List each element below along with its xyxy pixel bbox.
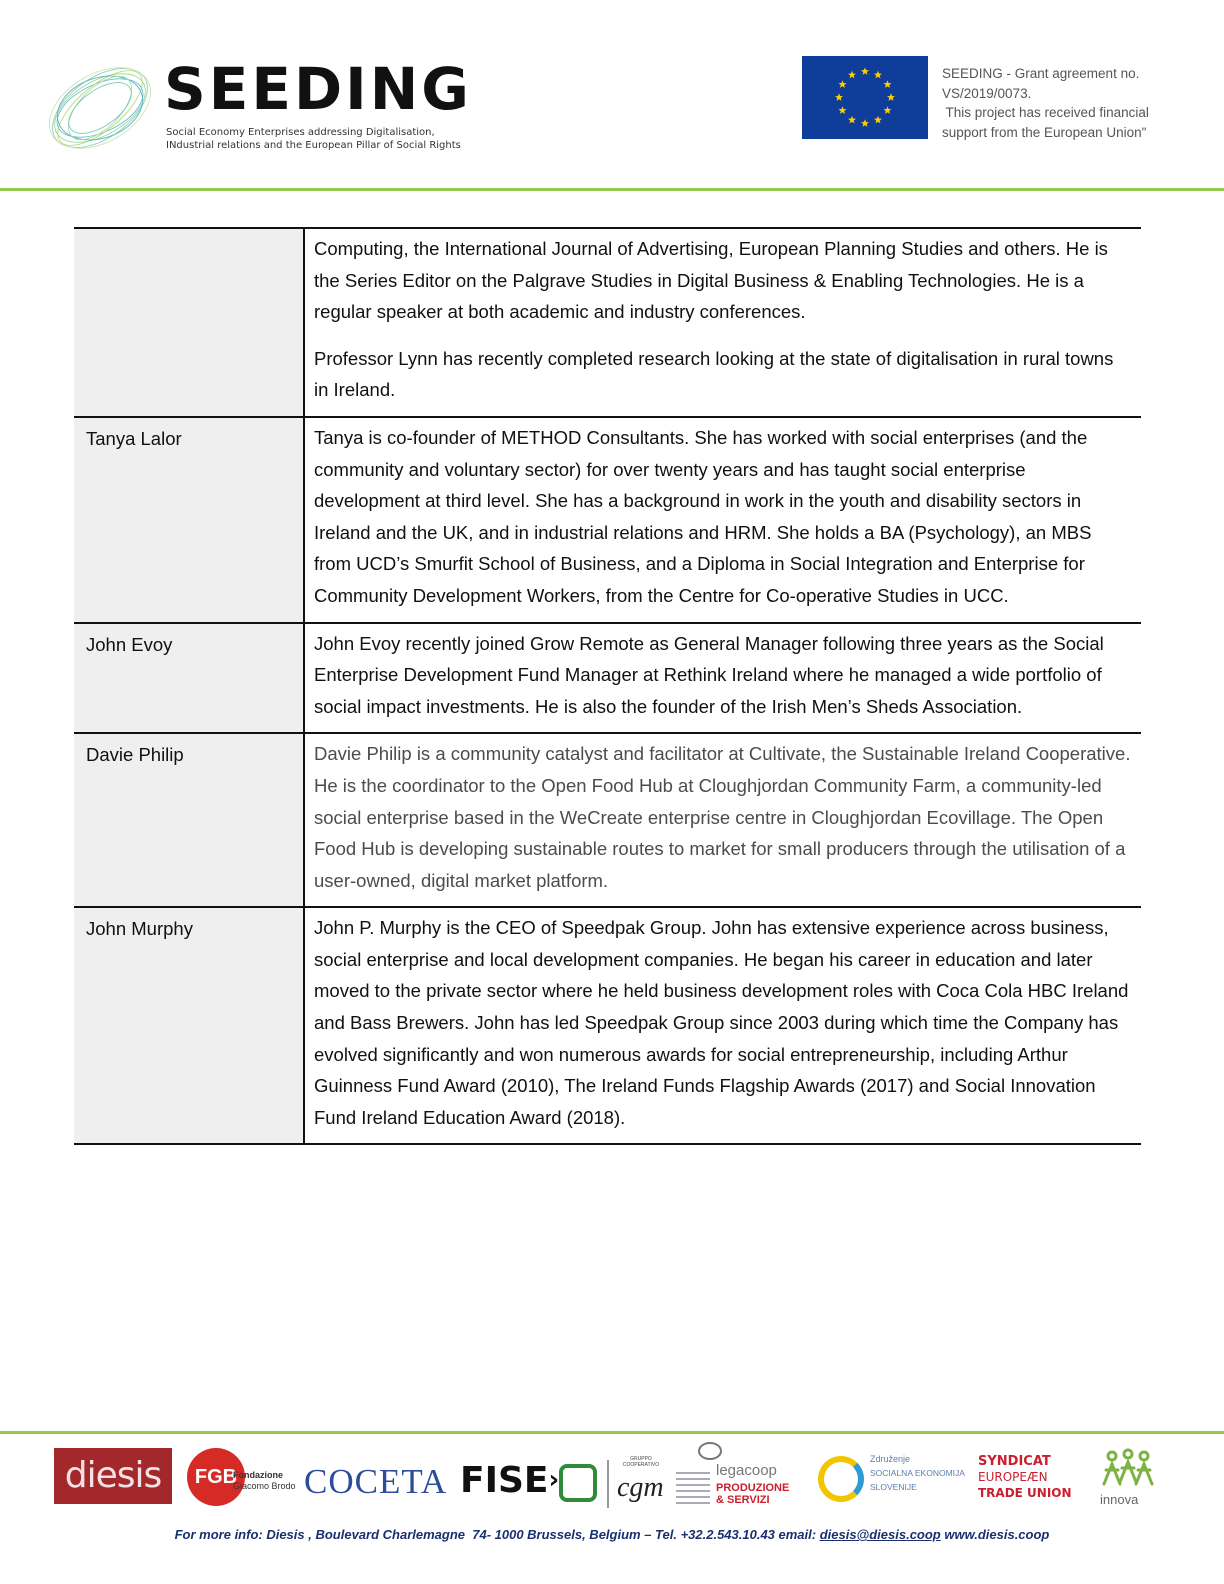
cgm-name: cgm — [617, 1472, 664, 1503]
speaker-bio-cell — [304, 907, 1141, 1144]
speaker-bio-cell — [304, 733, 1141, 907]
legacoop-sub: & SERVIZI — [716, 1494, 770, 1506]
seeding-ring-icon — [38, 48, 162, 166]
speaker-name-cell: Davie Philip — [74, 733, 304, 907]
table-row — [74, 733, 1141, 907]
contact-text: For more info: Diesis , Boulevard Charlemagne 74- 1000 Brussels, Belgium – Tel. +32.2.543.10.43 email: — [174, 1527, 820, 1542]
seeding-wordmark: SEEDING — [164, 55, 472, 123]
innova-logo — [1094, 1448, 1164, 1514]
trade-union-logo — [974, 1454, 1078, 1514]
eu-star-icon — [835, 93, 843, 101]
table-row — [74, 907, 1141, 1144]
bio-paragraph: John Evoy recently joined Grow Remote as General Manager following three years as the Social Enterprise Development Fund Manager at Rethink Ireland where he managed a wide portfolio of social impact investments. He is also the founder of the Irish Men’s Sheds Association. — [314, 632, 1104, 717]
bio-paragraph: Tanya is co-founder of METHOD Consultants. She has worked with social enterprises (and the community and voluntary sector) for over twenty years and has taught social enterprise development at third level. She has a background in work in the youth and disability sectors in Ireland and the UK, and in industrial relations and HRM. She holds a BA (Psychology), an MBS from UCD’s Smurfit School of Business, and a Diploma in Social Integration and Enterprise for Community Development Workers, from the Centre for Co-operative Studies in UCC. — [314, 426, 1092, 606]
eu-star-icon — [874, 71, 882, 79]
legacoop-logo — [676, 1442, 802, 1514]
eu-star-icon — [861, 67, 869, 75]
website-link[interactable]: www.diesis.coop — [940, 1527, 1050, 1542]
eu-star-icon — [838, 80, 846, 88]
fgb-name: Giacomo Brodo — [233, 1481, 296, 1491]
union-line: SYNDICAT — [978, 1454, 1051, 1469]
table-row — [74, 417, 1141, 623]
footer-divider — [0, 1431, 1224, 1434]
union-line: EUROPEÆN — [978, 1470, 1048, 1484]
grant-notice — [942, 64, 1192, 142]
grant-line: support from the European Union" — [942, 124, 1147, 140]
cgm-divider — [607, 1460, 609, 1508]
slovenia-social-economy-logo — [818, 1452, 965, 1512]
seeding-logo — [38, 48, 472, 166]
fgb-name: Fondazione — [233, 1470, 283, 1480]
speaker-bio-cell — [304, 228, 1141, 417]
header-divider — [0, 188, 1224, 191]
eu-star-icon — [848, 71, 856, 79]
fise-logo-text: FISE — [460, 1460, 549, 1501]
eu-star-icon — [887, 93, 895, 101]
speaker-name-cell: John Evoy — [74, 623, 304, 734]
eu-star-icon — [861, 119, 869, 127]
grant-line: SEEDING - Grant agreement no. — [942, 66, 1140, 81]
eu-star-icon — [884, 80, 892, 88]
table-row — [74, 228, 1141, 417]
speaker-name-cell — [74, 228, 304, 417]
bio-paragraph: Computing, the International Journal of Advertising, European Planning Studies and others. He is the Series Editor on the Palgrave Studies in Digital Business & Enabling Technologies. He is a regular speaker at both academic and industry conferences. — [314, 238, 1108, 323]
speaker-name-cell: Tanya Lalor — [74, 417, 304, 623]
fgb-logo — [187, 1448, 299, 1508]
speaker-bio-cell — [304, 417, 1141, 623]
innova-name: innova — [1100, 1492, 1139, 1507]
speaker-name-cell: John Murphy — [74, 907, 304, 1144]
slovenia-line: Združenje — [870, 1454, 911, 1464]
table-row — [74, 623, 1141, 734]
legacoop-name: legacoop — [716, 1462, 777, 1479]
partner-logos — [54, 1442, 1164, 1522]
cgm-logo — [559, 1454, 664, 1512]
speaker-bio-cell — [304, 623, 1141, 734]
coceta-logo: COCETA — [304, 1462, 448, 1501]
seeding-tagline: Social Economy Enterprises addressing Digitalisation, — [166, 127, 435, 138]
bio-paragraph: John P. Murphy is the CEO of Speedpak Group. John has extensive experience across business, social enterprise and local development companies. He began his career in education and later moved to the private sector where he held business development roles with Coca Cola HBC Ireland and Bass Brewers. John has led Speedpak Group since 2003 during which time the Company has evolved significantly and won numerous awards for social entrepreneurship, including Arthur Guinness Fund Award (2010), The Ireland Funds Flagship Awards (2017) and Social Innovation Fund Ireland Education Award (2018). — [314, 917, 1129, 1128]
bio-paragraph: Professor Lynn has recently completed research looking at the state of digitalisation in rural towns in Ireland. — [314, 347, 1114, 401]
fgb-mark: FGB — [194, 1466, 238, 1488]
cgm-chain-icon — [559, 1464, 597, 1502]
footer-contact-info — [0, 1527, 1224, 1542]
eu-star-icon — [874, 116, 882, 124]
email-link[interactable]: diesis@diesis.coop — [819, 1527, 941, 1542]
union-line: TRADE UNION — [978, 1486, 1072, 1500]
speaker-bio-table — [74, 227, 1141, 1145]
ring-icon — [818, 1456, 864, 1502]
legacoop-stripes-icon — [676, 1472, 710, 1506]
legacoop-emblem-icon — [698, 1442, 722, 1460]
diesis-logo — [54, 1448, 172, 1504]
slovenia-line: SOCIALNA EKONOMIJA — [870, 1468, 965, 1478]
diesis-logo-text: diesis — [64, 1455, 162, 1496]
slovenia-line: SLOVENIJE — [870, 1482, 917, 1492]
eu-star-icon — [838, 106, 846, 114]
eu-star-icon — [884, 106, 892, 114]
seeding-tagline: INdustrial relations and the European Pillar of Social Rights — [166, 140, 461, 151]
cgm-group: GRUPPO COOPERATIVO — [622, 1456, 660, 1468]
innova-figures-icon — [1098, 1448, 1158, 1488]
eu-star-icon — [848, 116, 856, 124]
bio-paragraph: Davie Philip is a community catalyst and facilitator at Cultivate, the Sustainable Ireland Cooperative. He is the coordinator to the Open Food Hub at Cloughjordan Community Farm, a community-led social enterprise based in the WeCreate enterprise centre in Cloughjordan Ecovillage. The Open Food Hub is developing sustainable routes to market for small producers through the utilisation of a user-owned, digital market platform. — [314, 743, 1131, 891]
legacoop-sub: PRODUZIONE — [716, 1482, 790, 1494]
eu-flag-icon — [802, 56, 928, 139]
chevron-right-icon: › — [548, 1465, 560, 1495]
grant-line: This project has received financial — [942, 105, 1149, 120]
grant-line: VS/2019/0073. — [942, 85, 1032, 101]
fise-logo — [460, 1460, 559, 1501]
